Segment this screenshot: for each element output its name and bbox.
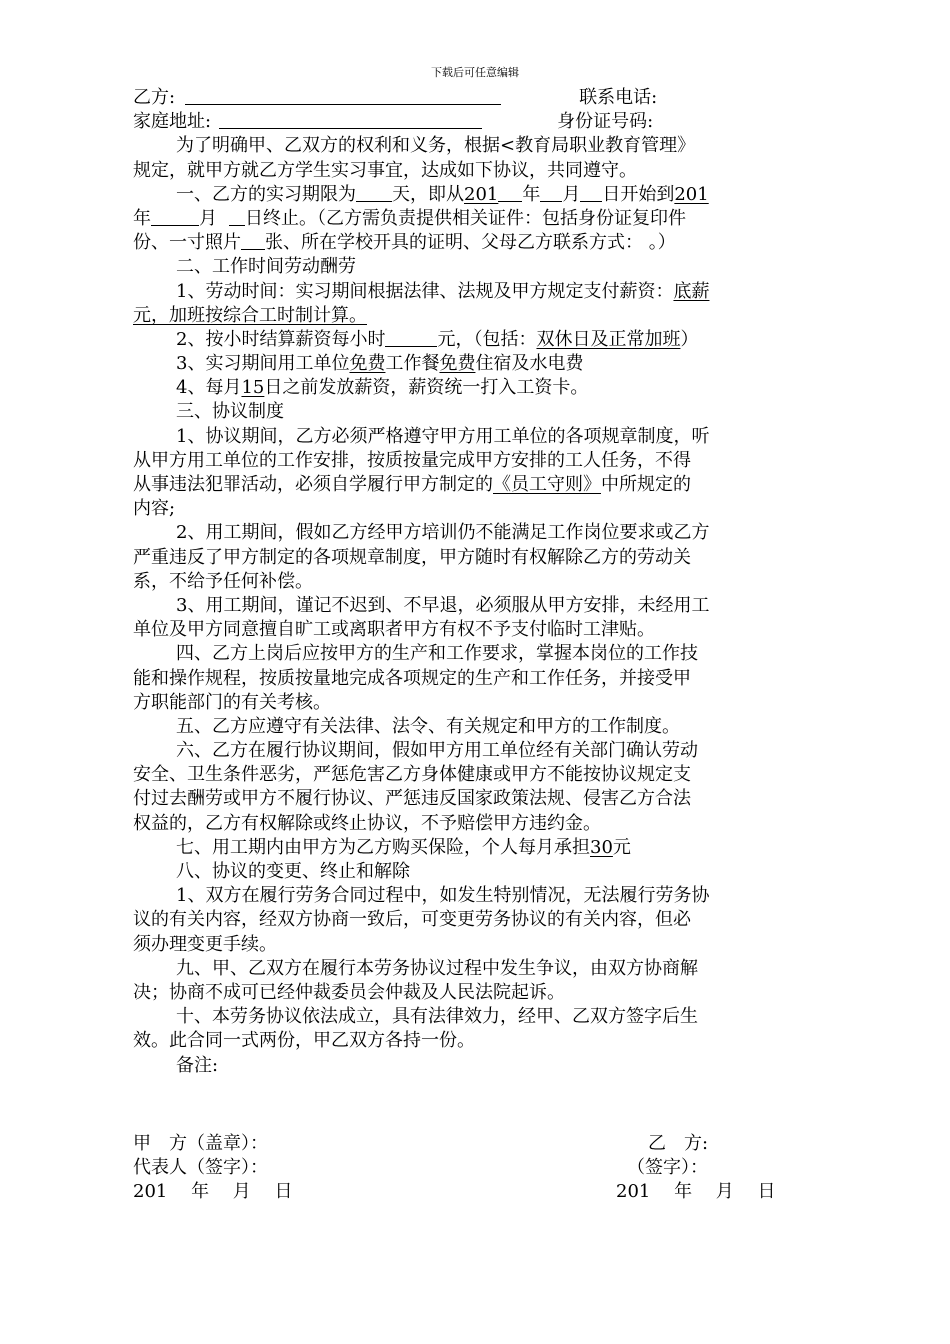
- section-9-line-1: 九、甲、乙双方在履行本劳务协议过程中发生争议，由双方协商解: [176, 957, 698, 979]
- section-3-p2-line-1: 2、用工期间，假如乙方经甲方培训仍不能满足工作岗位要求或乙方: [176, 522, 710, 544]
- s1-line3-b: 张、所在学校开具的证明、父母乙方联系方式： 。）: [265, 232, 676, 254]
- s1-text-c: 年: [522, 183, 541, 205]
- s1-text-b: 天，即从: [392, 183, 464, 205]
- section-2-item-3: [133, 352, 833, 376]
- id-label: 身份证号码:: [557, 111, 654, 133]
- party-b-signature-label: （签字）：: [627, 1157, 708, 1179]
- party-b-name-field[interactable]: [185, 86, 501, 105]
- s2-i3-text-a: 3、实习期间用工单位: [176, 353, 350, 375]
- section-8-p1-line-3: 须办理变更手续。: [133, 933, 277, 955]
- section-3-p1-line-4: 内容;: [133, 498, 176, 520]
- section-3-title: 三、协议制度: [176, 401, 284, 423]
- start-day-field[interactable]: [580, 183, 602, 202]
- end-year: 201: [674, 183, 709, 205]
- section-2-title: 二、工作时间劳动酬劳: [176, 256, 356, 278]
- s2-payday: 15: [241, 377, 265, 399]
- section-1-line-1: [133, 183, 833, 207]
- s2-i2-text-d: ）: [680, 328, 699, 350]
- s2-i2-text-b: 元，（包括：: [437, 328, 537, 350]
- address-line: [133, 110, 833, 134]
- section-8-p1-line-1: 1、双方在履行劳务合同过程中，如发生特别情况，无法履行劳务协: [176, 885, 710, 907]
- s2-overtime-text: 元，加班按综合工时制计算。: [133, 304, 367, 326]
- section-3-p2-line-3: 系，不给予任何补偿。: [133, 570, 313, 592]
- section-7-line-1: [133, 836, 833, 860]
- s3-p1-text-a: 从事违法犯罪活动，必须自学履行甲方制定的: [133, 474, 493, 495]
- section-6-line-4: 权益的，乙方有权解除或终止协议，不予赔偿甲方违约金。: [133, 812, 601, 834]
- header-note: 下载后可任意编辑: [431, 66, 519, 79]
- s1-text-g: 月: [199, 207, 217, 229]
- s1-text-a: 一、乙方的实习期限为: [176, 183, 356, 205]
- address-label: 家庭地址:: [133, 111, 212, 133]
- s7-text-c: 元: [612, 836, 631, 858]
- remarks-label: 备注:: [176, 1054, 219, 1076]
- section-4-line-3: 方职能部门的有关考核。: [133, 691, 331, 713]
- signature-row-3: [133, 1180, 833, 1204]
- party-b-label: 乙方:: [133, 87, 176, 108]
- agreement-body: [133, 86, 833, 1078]
- section-3-p1-line-3: [133, 473, 833, 497]
- s2-i2-text-a: 2、按小时结算薪资每小时: [176, 328, 386, 350]
- party-b-line: [133, 86, 833, 110]
- s3-p1-text-c: 中所规定的: [601, 474, 691, 495]
- section-3-p1-line-1: 1、协议期间，乙方必须严格遵守甲方用工单位的各项规章制度，听: [176, 425, 710, 447]
- section-1-line-3: [133, 231, 833, 255]
- hourly-wage-field[interactable]: [385, 328, 437, 347]
- days-field[interactable]: [356, 183, 392, 202]
- section-8-p1-line-2: 议的有关内容，经双方协商一致后，可变更劳务协议的有关内容，但必: [133, 909, 691, 931]
- s2-i1-text: 1、劳动时间：实习期间根据法律、法规及甲方规定支付薪资：: [176, 280, 674, 302]
- address-field[interactable]: [219, 110, 482, 129]
- section-5-line-1: 五、乙方应遵守有关法律、法令、有关规定和甲方的工作制度。: [176, 715, 680, 737]
- section-3-p1-line-2: 从甲方用工单位的工作安排，按质按量完成甲方安排的工人任务，不得: [133, 449, 691, 471]
- party-b-date: 201 年 月 日: [616, 1181, 776, 1203]
- section-10-line-1: 十、本劳务协议依法成立，具有法律效力，经甲、乙双方签字后生: [176, 1006, 698, 1028]
- intro-line-2: 规定，就甲方就乙方学生实习事宜，达成如下协议，共同遵守。: [133, 159, 637, 181]
- signature-row-1: [133, 1132, 833, 1156]
- s1-text-h: 日终止。（乙方需负责提供相关证件：包括身份证复印件: [245, 207, 686, 229]
- start-year: 201: [464, 183, 499, 205]
- end-month-field[interactable]: [151, 207, 199, 226]
- party-a-seal-label: 甲 方（盖章）：: [133, 1133, 268, 1154]
- signature-row-2: [133, 1156, 833, 1180]
- section-6-line-2: 安全、卫生条件恶劣，严惩危害乙方身体健康或甲方不能按协议规定支: [133, 764, 691, 786]
- s2-i4-text-a: 4、每月: [176, 377, 242, 399]
- section-2-item-1: [133, 280, 833, 304]
- s1-text-f: 年: [133, 207, 151, 229]
- intro-line-1: 为了明确甲、乙双方的权利和义务，根据<教育局职业教育管理》: [176, 135, 696, 157]
- section-8-title: 八、协议的变更、终止和解除: [176, 861, 410, 882]
- section-6-line-1: 六、乙方在履行协议期间，假如甲方用工单位经有关部门确认劳动: [176, 740, 698, 762]
- representative-sign-label: 代表人（签字）：: [133, 1157, 268, 1179]
- s7-text-a: 七、用工期内由甲方为乙方购买保险，个人每月承担: [176, 836, 590, 858]
- photo-count-field[interactable]: [241, 231, 265, 250]
- employee-handbook: 《员工守则》: [493, 474, 601, 495]
- section-4-line-2: 能和操作规程，按质按量地完成各项规定的生产和工作任务，并接受甲: [133, 667, 691, 689]
- s1-text-d: 月: [562, 183, 581, 205]
- end-day-field[interactable]: [229, 207, 245, 226]
- section-2-item-1-cont: [133, 304, 833, 328]
- signature-block: [133, 1132, 833, 1205]
- s2-i4-text-c: 日之前发放薪资，薪资统一打入工资卡。: [264, 377, 589, 399]
- section-2-item-2: [133, 328, 833, 352]
- s2-i3-free-meal: 免费: [349, 353, 386, 375]
- party-a-date: 201 年 月 日: [133, 1181, 293, 1203]
- party-b-sign-label: 乙 方:: [648, 1133, 709, 1154]
- section-10-line-2: 效。此合同一式两份，甲乙双方各持一份。: [133, 1030, 475, 1052]
- section-6-line-3: 付过去酬劳或甲方不履行协议、严惩违反国家政策法规、侵害乙方合法: [133, 788, 691, 810]
- s2-i3-text-e: 住宿及水电费: [475, 353, 584, 375]
- section-2-item-4: [133, 376, 833, 400]
- phone-label: 联系电话:: [579, 87, 658, 108]
- section-9-line-2: 决；协商不成可已经仲裁委员会仲裁及人民法院起诉。: [133, 981, 565, 1003]
- section-3-p2-line-2: 严重违反了甲方制定的各项规章制度，甲方随时有权解除乙方的劳动关: [133, 546, 691, 568]
- s2-base-salary: 底薪: [673, 280, 710, 302]
- s2-i3-free-housing: 免费: [439, 353, 476, 375]
- s1-text-e: 日开始到: [602, 183, 675, 205]
- section-4-line-1: 四、乙方上岗后应按甲方的生产和工作要求，掌握本岗位的工作技: [176, 643, 698, 665]
- s2-i2-text-c: 双休日及正常加班: [536, 328, 681, 350]
- section-1-line-2: [133, 207, 833, 231]
- section-3-p3-line-1: 3、用工期间，谨记不迟到、不早退，必须服从甲方安排，未经用工: [176, 594, 710, 616]
- start-month-field[interactable]: [540, 183, 562, 202]
- section-3-p3-line-2: 单位及甲方同意擅自旷工或离职者甲方有权不予支付临时工津贴。: [133, 619, 655, 641]
- start-year-blank[interactable]: [498, 183, 522, 202]
- s2-i3-text-c: 工作餐: [385, 353, 440, 375]
- s1-line3-a: 份、一寸照片: [133, 232, 241, 254]
- insurance-amount: 30: [590, 836, 613, 858]
